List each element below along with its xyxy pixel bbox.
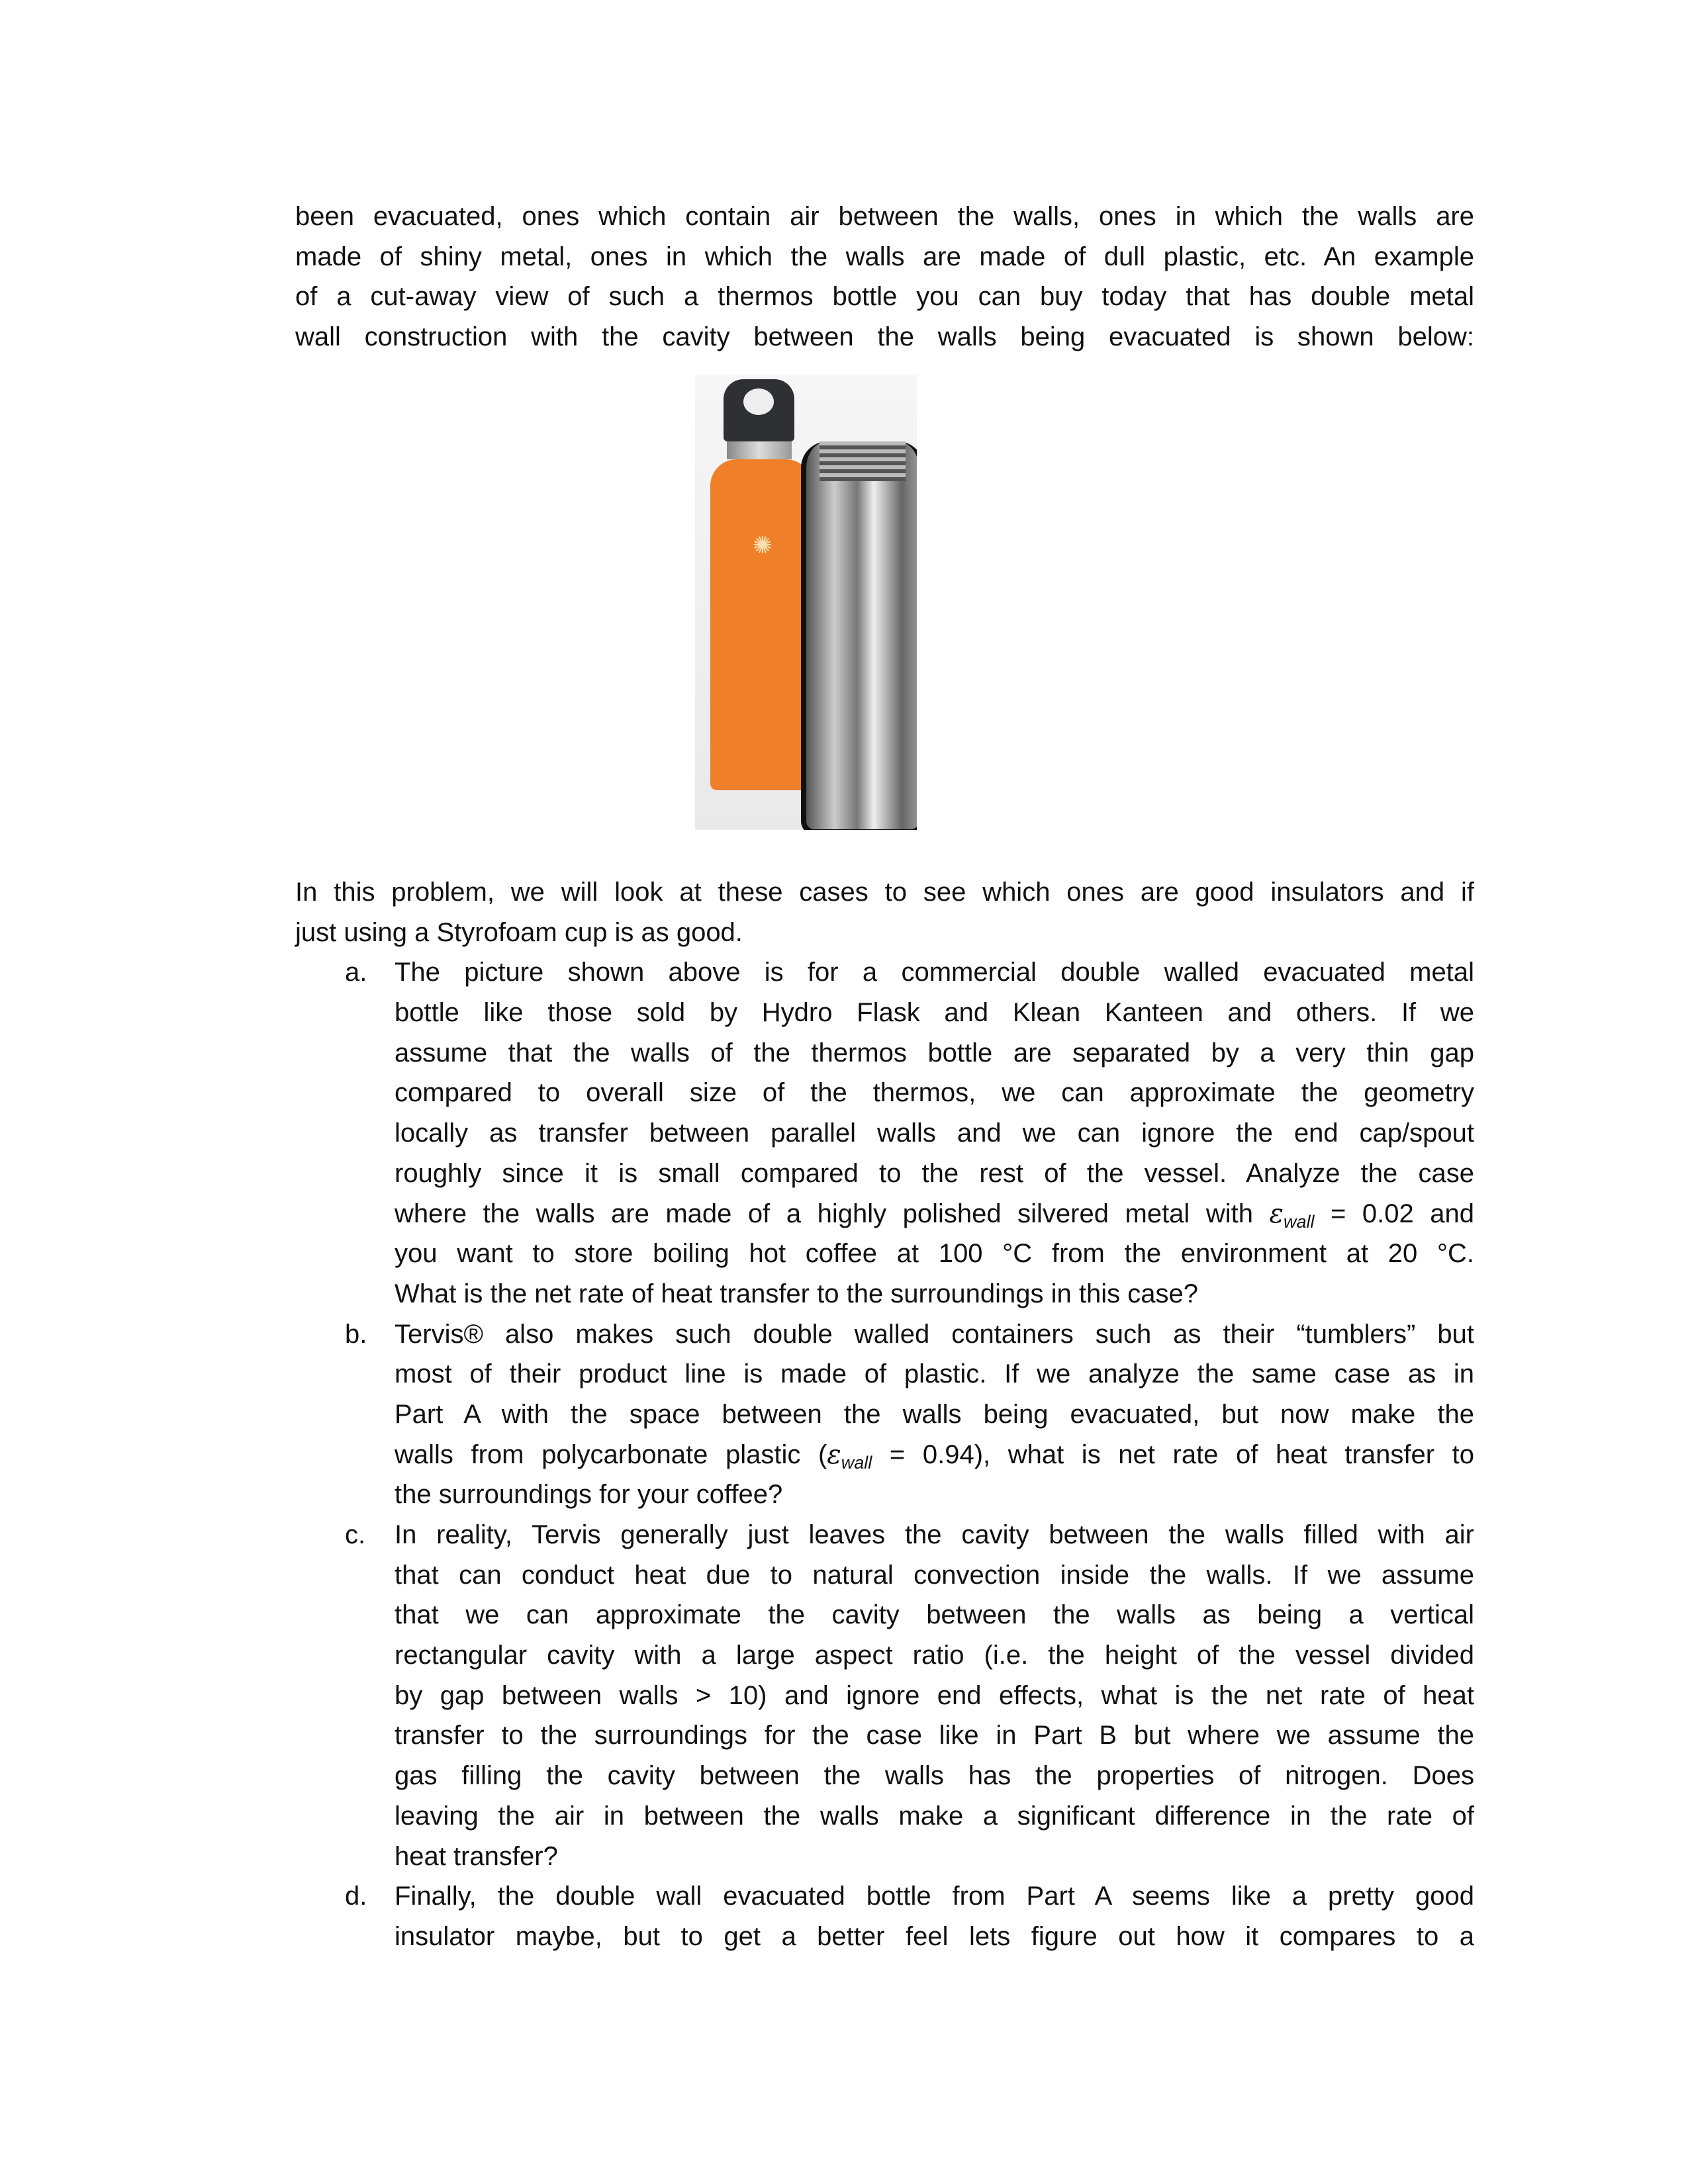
hydro-flask-logo-icon: ✺ <box>752 531 773 559</box>
text-line: Finally, the double wall evacuated bottle from Part A seems like a pretty good <box>395 1882 1474 1911</box>
text-line: most of their product line is made of plastic. If we analyze the same case as in <box>395 1359 1474 1389</box>
line-text: where the walls are made of a highly polished silvered metal with <box>395 1199 1270 1228</box>
text-line: rectangular cavity with a large aspect ratio (i.e. the height of the vessel divided <box>395 1641 1474 1670</box>
problem-section <box>295 872 1474 1957</box>
text-line: bottle like those sold by Hydro Flask and Klean Kanteen and others. If we <box>395 998 1474 1028</box>
problem-parts-list <box>295 952 1474 1956</box>
text-line: the surroundings for your coffee? <box>395 1480 783 1510</box>
text-line <box>395 1194 1474 1234</box>
part-marker: b. <box>345 1319 367 1349</box>
text-line: locally as transfer between parallel walls and we can ignore the end cap/spout <box>395 1118 1474 1148</box>
line-text: = 0.94), what is net rate of heat transfer to <box>872 1439 1474 1469</box>
neck-threads <box>820 441 906 481</box>
text-line: assume that the walls of the thermos bottle are separated by a very thin gap <box>395 1038 1474 1068</box>
text-line: heat transfer? <box>395 1841 558 1871</box>
intro-paragraph <box>295 197 1474 357</box>
text-line: by gap between walls > 10) and ignore end effects, what is the net rate of heat <box>395 1680 1474 1710</box>
text-line: In this problem, we will look at these cases to see which ones are good insulators and if <box>295 878 1474 907</box>
text-line: that can conduct heat due to natural convection inside the walls. If we assume <box>395 1560 1474 1590</box>
text-line: Tervis® also makes such double walled containers such as their “tumblers” but <box>395 1319 1474 1349</box>
problem-part-d <box>295 1876 1474 1956</box>
text-line: made of shiny metal, ones in which the walls are made of dull plastic, etc. An example <box>295 242 1474 271</box>
text-line: What is the net rate of heat transfer to the surroundings in this case? <box>395 1279 1199 1308</box>
text-line: The picture shown above is for a commercial double walled evacuated metal <box>395 958 1474 987</box>
text-line: you want to store boiling hot coffee at 100 °C from the environment at 20 °C. <box>395 1239 1474 1269</box>
epsilon-symbol: ε <box>1269 1198 1284 1229</box>
text-line: of a cut-away view of such a thermos bottle you can buy today that has double metal <box>295 282 1474 312</box>
text-line: been evacuated, ones which contain air between the walls, ones in which the walls are <box>295 202 1474 231</box>
line-text: walls from polycarbonate plastic ( <box>395 1439 827 1469</box>
text-line: compared to overall size of the thermos, we can approximate the geometry <box>395 1078 1474 1108</box>
text-line: Part A with the space between the walls being evacuated, but now make the <box>395 1399 1474 1429</box>
text-line: that we can approximate the cavity between the walls as being a vertical <box>395 1600 1474 1630</box>
bottle-neck-ring <box>727 441 792 459</box>
thermos-cutaway-photo <box>695 375 917 830</box>
problem-part-a <box>295 952 1474 1314</box>
line-text: = 0.02 and <box>1314 1199 1474 1228</box>
part-marker: c. <box>345 1520 366 1549</box>
epsilon-subscript: wall <box>1283 1211 1315 1232</box>
problem-part-b <box>295 1314 1474 1515</box>
text-line: just using a Styrofoam cup is as good. <box>295 917 743 947</box>
text-line: leaving the air in between the walls make a significant difference in the rate of <box>395 1801 1474 1831</box>
steel-cutaway-liner <box>801 441 917 830</box>
epsilon-subscript: wall <box>841 1452 872 1473</box>
text-line: gas filling the cavity between the walls has the properties of nitrogen. Does <box>395 1761 1474 1791</box>
text-line: roughly since it is small compared to the rest of the vessel. Analyze the case <box>395 1158 1474 1188</box>
text-line: transfer to the surroundings for the case like in Part B but where we assume the <box>395 1721 1474 1751</box>
problem-intro <box>295 872 1474 952</box>
text-line: In reality, Tervis generally just leaves the cavity between the walls filled with air <box>395 1520 1474 1549</box>
orange-bottle <box>710 459 812 790</box>
text-line: wall construction with the cavity between the walls being evacuated is shown below: <box>295 322 1474 352</box>
bottle-cap <box>724 379 794 441</box>
part-marker: a. <box>345 958 367 987</box>
part-marker: d. <box>345 1882 367 1911</box>
problem-part-c <box>295 1515 1474 1876</box>
cap-loop <box>743 388 774 415</box>
epsilon-symbol: ε <box>827 1439 841 1470</box>
text-line: insulator maybe, but to get a better feel lets figure out how it compares to a <box>395 1921 1474 1951</box>
text-line <box>395 1435 1474 1475</box>
